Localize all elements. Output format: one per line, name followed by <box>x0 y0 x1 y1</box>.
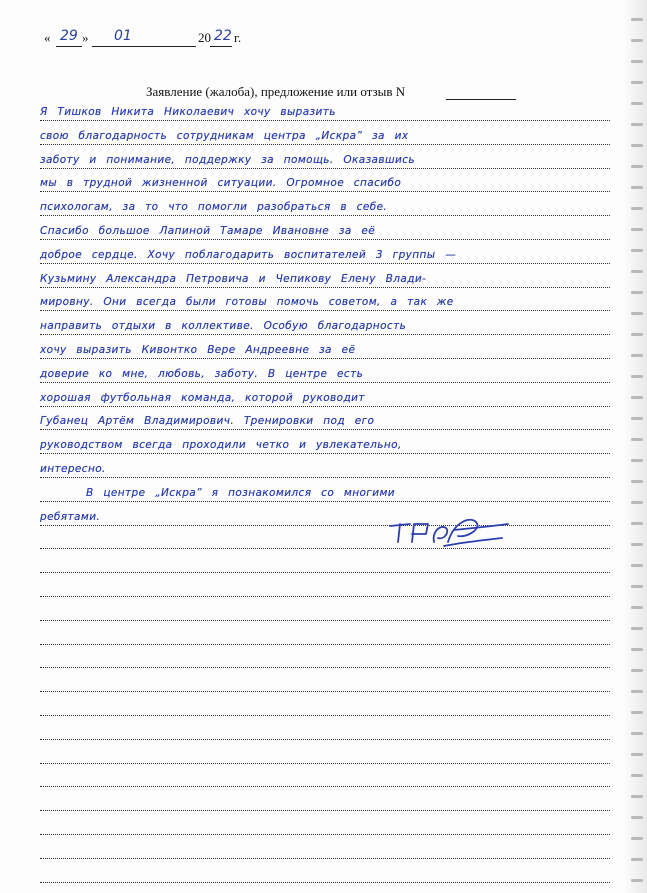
handwritten-line: Губанец Артём Владимирович. Тренировки под его <box>40 415 375 428</box>
binding-ring <box>631 291 643 294</box>
binding-ring <box>631 669 643 672</box>
ruled-line <box>40 168 610 169</box>
binding-ring <box>631 606 643 609</box>
binding-ring <box>631 522 643 525</box>
date-year-prefix: 20 <box>198 30 211 45</box>
binding-ring <box>631 438 643 441</box>
ruled-line <box>40 144 610 145</box>
binding-ring <box>631 648 643 651</box>
handwritten-line: В центре „Искра” я познакомился со многими <box>86 486 395 499</box>
ruled-line <box>40 334 610 335</box>
handwritten-line: руководством всегда проходили четко и увлекательно, <box>40 439 402 452</box>
ruled-line <box>40 572 610 573</box>
binding-ring <box>631 375 643 378</box>
binding-ring <box>631 837 643 840</box>
date-year-unit: г. <box>234 30 242 45</box>
date-month-underline <box>92 46 196 47</box>
binding-ring <box>631 270 643 273</box>
ruled-line <box>40 191 610 192</box>
binding-ring <box>631 627 643 630</box>
date-month: 01 <box>114 28 132 44</box>
ruled-line <box>40 429 610 430</box>
date-field <box>44 30 254 50</box>
spiral-binding <box>625 0 647 893</box>
form-header: Заявление (жалоба), предложение или отзыв N <box>146 84 406 99</box>
ruled-line <box>40 858 610 859</box>
ruled-line <box>40 548 610 549</box>
binding-ring <box>631 18 643 21</box>
binding-ring <box>631 774 643 777</box>
ruled-line <box>40 620 610 621</box>
binding-ring <box>631 144 643 147</box>
binding-ring <box>631 417 643 420</box>
binding-ring <box>631 333 643 336</box>
binding-ring <box>631 564 643 567</box>
handwritten-line: доброе сердце. Хочу поблагодарить воспитателей 3 группы — <box>40 248 457 261</box>
ruled-line <box>40 786 610 787</box>
signature-image <box>384 512 514 558</box>
binding-ring <box>631 543 643 546</box>
ruled-line <box>40 810 610 811</box>
binding-ring <box>631 480 643 483</box>
ruled-line <box>40 310 610 311</box>
handwritten-line: хочу выразить Кивонтко Вере Андреевне за её <box>40 344 356 356</box>
ruled-line <box>40 477 610 478</box>
binding-ring <box>631 228 643 231</box>
date-year-suffix: 22 <box>214 28 232 44</box>
ruled-line <box>40 406 610 407</box>
binding-ring <box>631 858 643 861</box>
ruled-line <box>40 834 610 835</box>
binding-ring <box>631 165 643 168</box>
ruled-line <box>40 215 610 216</box>
binding-ring <box>631 732 643 735</box>
handwritten-line: доверие ко мне, любовь, заботу. В центре есть <box>40 367 364 380</box>
handwritten-line: хорошая футбольная команда, которой руководит <box>40 391 365 404</box>
ruled-line <box>40 715 610 716</box>
binding-ring <box>631 690 643 693</box>
ruled-line <box>40 382 610 383</box>
ruled-line <box>40 739 610 740</box>
binding-ring <box>631 81 643 84</box>
binding-ring <box>631 711 643 714</box>
ruled-line <box>40 596 610 597</box>
binding-ring <box>631 249 643 252</box>
ruled-line <box>40 667 610 668</box>
handwritten-line: Я Тишков Никита Николаевич хочу выразить <box>40 106 336 118</box>
ruled-line <box>40 287 610 288</box>
binding-ring <box>631 123 643 126</box>
binding-ring <box>631 60 643 63</box>
ruled-line <box>40 263 610 264</box>
handwritten-line: заботу и понимание, поддержку за помощь. Оказавшись <box>40 153 415 166</box>
binding-ring <box>631 501 643 504</box>
ruled-line <box>40 644 610 645</box>
binding-ring <box>631 102 643 105</box>
handwritten-line: ребятами. <box>40 510 101 523</box>
ruled-line <box>40 525 610 526</box>
binding-ring <box>631 312 643 315</box>
ruled-line <box>40 763 610 764</box>
ruled-line <box>40 358 610 359</box>
binding-ring <box>631 186 643 189</box>
ruled-line <box>40 882 610 883</box>
binding-ring <box>631 39 643 42</box>
binding-ring <box>631 816 643 819</box>
binding-ring <box>631 753 643 756</box>
ruled-line <box>40 453 610 454</box>
handwritten-line: Кузьмину Александра Петровича и Чепикову Елену Влади- <box>40 272 427 285</box>
date-open-quote: « <box>44 30 51 45</box>
binding-ring <box>631 396 643 399</box>
handwritten-line: мы в трудной жизненной ситуации. Огромное спасибо <box>40 177 402 190</box>
binding-ring <box>631 354 643 357</box>
ruled-line <box>40 501 610 502</box>
handwritten-line: психологам, за то что помогли разобраться в себе. <box>40 201 388 214</box>
handwritten-line: мировну. Они всегда были готовы помочь советом, а так же <box>40 296 454 309</box>
ruled-line <box>40 691 610 692</box>
handwritten-line: Спасибо большое Лапиной Тамаре Ивановне за её <box>40 225 376 237</box>
binding-ring <box>631 459 643 462</box>
binding-ring <box>631 879 643 882</box>
header-number-underline <box>446 99 516 100</box>
binding-ring <box>631 585 643 588</box>
binding-ring <box>631 207 643 210</box>
handwritten-line: свою благодарность сотрудникам центра „Искра” за их <box>40 129 409 142</box>
binding-ring <box>631 795 643 798</box>
date-day-underline <box>56 46 82 47</box>
ruled-line <box>40 239 610 240</box>
ruled-line <box>40 120 610 121</box>
date-close-quote: » <box>82 30 89 45</box>
date-year-underline <box>210 46 232 47</box>
date-day: 29 <box>60 28 78 44</box>
handwritten-line: направить отдыхи в коллективе. Особую благодарность <box>40 320 407 333</box>
handwritten-line: интересно. <box>40 463 106 475</box>
